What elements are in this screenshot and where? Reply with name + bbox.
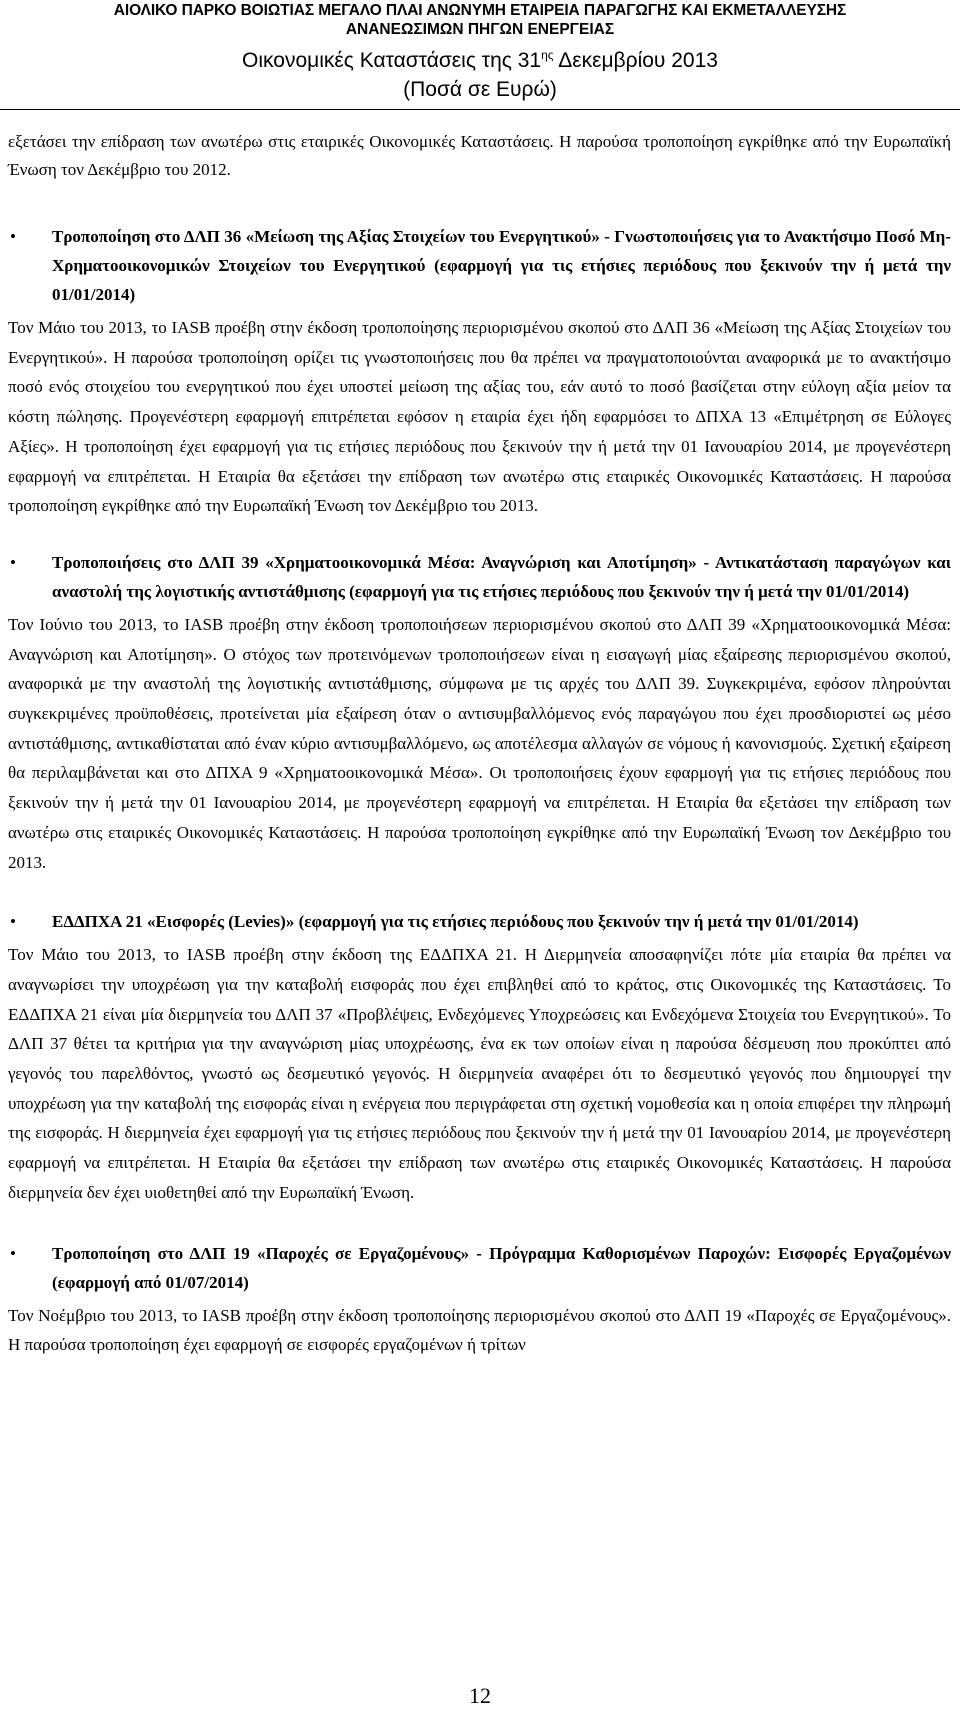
currency-note: (Ποσά σε Ευρώ) bbox=[403, 78, 557, 101]
page-number: 12 bbox=[469, 1683, 491, 1708]
section-heading: • ΕΔΔΠΧΑ 21 «Εισφορές (Levies)» (εφαρμογή για τις ετήσιες περιόδους που ξεκινούν την ή μετά την 01/01/2014) bbox=[8, 907, 951, 936]
bullet-icon: • bbox=[10, 227, 16, 246]
section-paragraph: Τον Μάιο του 2013, το IASB προέβη στην έκδοση τροποποίησης περιορισμένου σκοπού στο ΔΛΠ 36 «Μείωση της Αξίας Στοιχείων του Ενεργητικού». Η παρούσα τροποποίηση ορίζει τις γνωστοποιήσεις που θα πρέπει να πραγματοποιούνται αναφορικά με το ανακτήσιμο ποσό ενός στοιχείου του ενεργητικού που έχει υποστεί μείωση της αξίας του, εάν αυτό το ποσό βασίζεται στην εύλογη αξία μείον τα κόστη πώλησης. Προγενέστερη εφαρμογή επιτρέπεται εφόσον η εταιρία έχει ήδη εφαρμόσει το ΔΠΧΑ 13 «Επιμέτρηση σε Εύλογες Αξίες». Η τροποποίηση έχει εφαρμογή για τις ετήσιες περιόδους που ξεκινούν την ή μετά την 01 Ιανουαρίου 2014, με προγενέστερη εφαρμογή να επιτρέπεται. Η Εταιρία θα εξετάσει την επίδραση των ανωτέρω στις εταιρικές Οικονομικές Καταστάσεις. Η παρούσα τροποποίηση εγκρίθηκε από την Ευρωπαϊκή Ένωση τον Δεκέμβριο του 2013. bbox=[8, 318, 951, 516]
section-heading: • Τροποποιήσεις στο ΔΛΠ 39 «Χρηματοοικονομικά Μέσα: Αναγνώριση και Αποτίμηση» - Αντικατάσταση παραγώγων και αναστολή της λογιστικής αντιστάθμισης (εφαρμογή για τις ετήσιες περιόδους που ξεκινούν την ή μετά την 01/01/2014) bbox=[8, 548, 951, 606]
page-header bbox=[0, 0, 960, 105]
section-ifric21 bbox=[8, 907, 951, 1207]
section-ias36 bbox=[8, 222, 951, 521]
statements-title: Οικονομικές Καταστάσεις της $31^{\eta\varsigma}$ Δεκεμβρίου 2013 bbox=[242, 48, 718, 72]
section-paragraph: Τον Νοέμβριο του 2013, το IASB προέβη στην έκδοση τροποποίησης περιορισμένου σκοπού στο ΔΛΠ 19 «Παροχές σε Εργαζομένους». Η παρούσα τροποποίηση έχει εφαρμογή σε εισφορές εργαζομένων ή τρίτων bbox=[8, 1305, 951, 1355]
section-heading: • Τροποποίηση στο ΔΛΠ 19 «Παροχές σε Εργαζομένους» - Πρόγραμμα Καθορισμένων Παροχών: Εισφορές Εργαζομένων (εφαρμογή από 01/07/2014) bbox=[8, 1239, 951, 1297]
section-paragraph: Τον Μάιο του 2013, το IASB προέβη στην έκδοση της ΕΔΔΠΧΑ 21. Η Διερμηνεία αποσαφηνίζει πότε μία εταιρία θα πρέπει να αναγνωρίσει την υποχρέωση για την καταβολή εισφοράς που έχει επιβληθεί από το κράτος, στις Οικονομικές της Καταστάσεις. Το ΕΔΔΠΧΑ 21 είναι μία διερμηνεία του ΔΛΠ 37 «Προβλέψεις, Ενδεχόμενες Υποχρεώσεις και Ενδεχόμενα Στοιχεία του Ενεργητικού». Το ΔΛΠ 37 θέτει τα κριτήρια για την αναγνώριση μίας υποχρέωσης, ένα εκ των οποίων είναι η παρούσα δέσμευση που προκύπτει από γεγονός του παρελθόντος, γνωστό ως δεσμευτικό γεγονός. Η διερμηνεία αναφέρει ότι το δεσμευτικό γεγονός που δημιουργεί την υποχρέωση για την καταβολή της εισφοράς είναι η ενέργεια που περιγράφεται στη σχετική νομοθεσία και η οποία επιφέρει την πληρωμή της εισφοράς. Η διερμηνεία έχει εφαρμογή για τις ετήσιες περιόδους που ξεκινούν την ή μετά την 01 Ιανουαρίου 2014, με προγενέστερη εφαρμογή να επιτρέπεται. Η Εταιρία θα εξετάσει την επίδραση των ανωτέρω στις εταιρικές Οικονομικές Καταστάσεις. Η παρούσα διερμηνεία δεν έχει υιοθετηθεί από την Ευρωπαϊκή Ένωση. bbox=[8, 945, 951, 1202]
bullet-icon: • bbox=[10, 912, 16, 932]
company-name-line2: ΑΝΑΝΕΩΣΙΜΩΝ ΠΗΓΩΝ ΕΝΕΡΓΕΙΑΣ bbox=[345, 21, 615, 38]
section-ias39 bbox=[8, 548, 951, 877]
company-name-line1: ΑΙΟΛΙΚΟ ΠΑΡΚΟ ΒΟΙΩΤΙΑΣ ΜΕΓΑΛΟ ΠΛΑΙ ΑΝΩΝΥΜΗ ΕΤΑΙΡΕΙΑ ΠΑΡΑΓΩΓΗΣ ΚΑΙ ΕΚΜΕΤΑΛΛΕΥΣΗΣ bbox=[113, 2, 847, 19]
bullet-icon: • bbox=[10, 552, 16, 572]
header-divider bbox=[0, 109, 960, 110]
section-ias19 bbox=[8, 1239, 951, 1360]
bullet-icon: • bbox=[10, 1243, 16, 1263]
page-body bbox=[8, 128, 951, 1360]
section-heading: • Τροποποίηση στο ΔΛΠ 36 «Μείωση της Αξίας Στοιχείων του Ενεργητικού» - Γνωστοποιήσεις για το Ανακτήσιμο Ποσό Μη-Χρηματοοικονομικών Στοιχείων του Ενεργητικού (εφαρμογή για τις ετήσιες περιόδους που ξεκινούν την ή μετά την 01/01/2014) bbox=[8, 222, 951, 309]
section-paragraph: Τον Ιούνιο του 2013, το IASB προέβη στην έκδοση τροποποιήσεων περιορισμένου σκοπού στο ΔΛΠ 39 «Χρηματοοικονομικά Μέσα: Αναγνώριση και Αποτίμηση». Ο στόχος των προτεινόμενων τροποποιήσεων είναι η εισαγωγή μίας εξαίρεσης περιορισμένου σκοπού, αναφορικά με την αναστολή της λογιστικής αντιστάθμισης, σύμφωνα με τις αρχές του ΔΛΠ 39. Συγκεκριμένα, εφόσον πληρούνται συγκεκριμένες προϋποθέσεις, προτείνεται μία εξαίρεση όταν ο αντισυμβαλλόμενος ενός παραγώγου που έχει προσδιοριστεί ως μέσο αντιστάθμισης, αντικαθίσταται από έναν κύριο αντισυμβαλλόμενο, ως αποτέλεσμα αλλαγών σε νόμους ή κανονισμούς. Σχετική εξαίρεση θα περιλαμβάνεται και στο ΔΠΧΑ 9 «Χρηματοοικονομικά Μέσα». Οι τροποποιήσεις έχουν εφαρμογή για τις ετήσιες περιόδους που ξεκινούν την ή μετά την 01 Ιανουαρίου 2014, με προγενέστερη εφαρμογή να επιτρέπεται. Η Εταιρία θα εξετάσει την επίδραση των ανωτέρω στις εταιρικές Οικονομικές Καταστάσεις. Η παρούσα τροποποίηση εγκρίθηκε από την Ευρωπαϊκή Ένωση τον Δεκέμβριο του 2013. bbox=[8, 614, 951, 872]
intro-paragraph: εξετάσει την επίδραση των ανωτέρω στις εταιρικές Οικονομικές Καταστάσεις. Η παρούσα τροποποίηση εγκρίθηκε από την Ευρωπαϊκή Ένωση τον Δεκέμβριο του 2012. bbox=[8, 132, 951, 179]
